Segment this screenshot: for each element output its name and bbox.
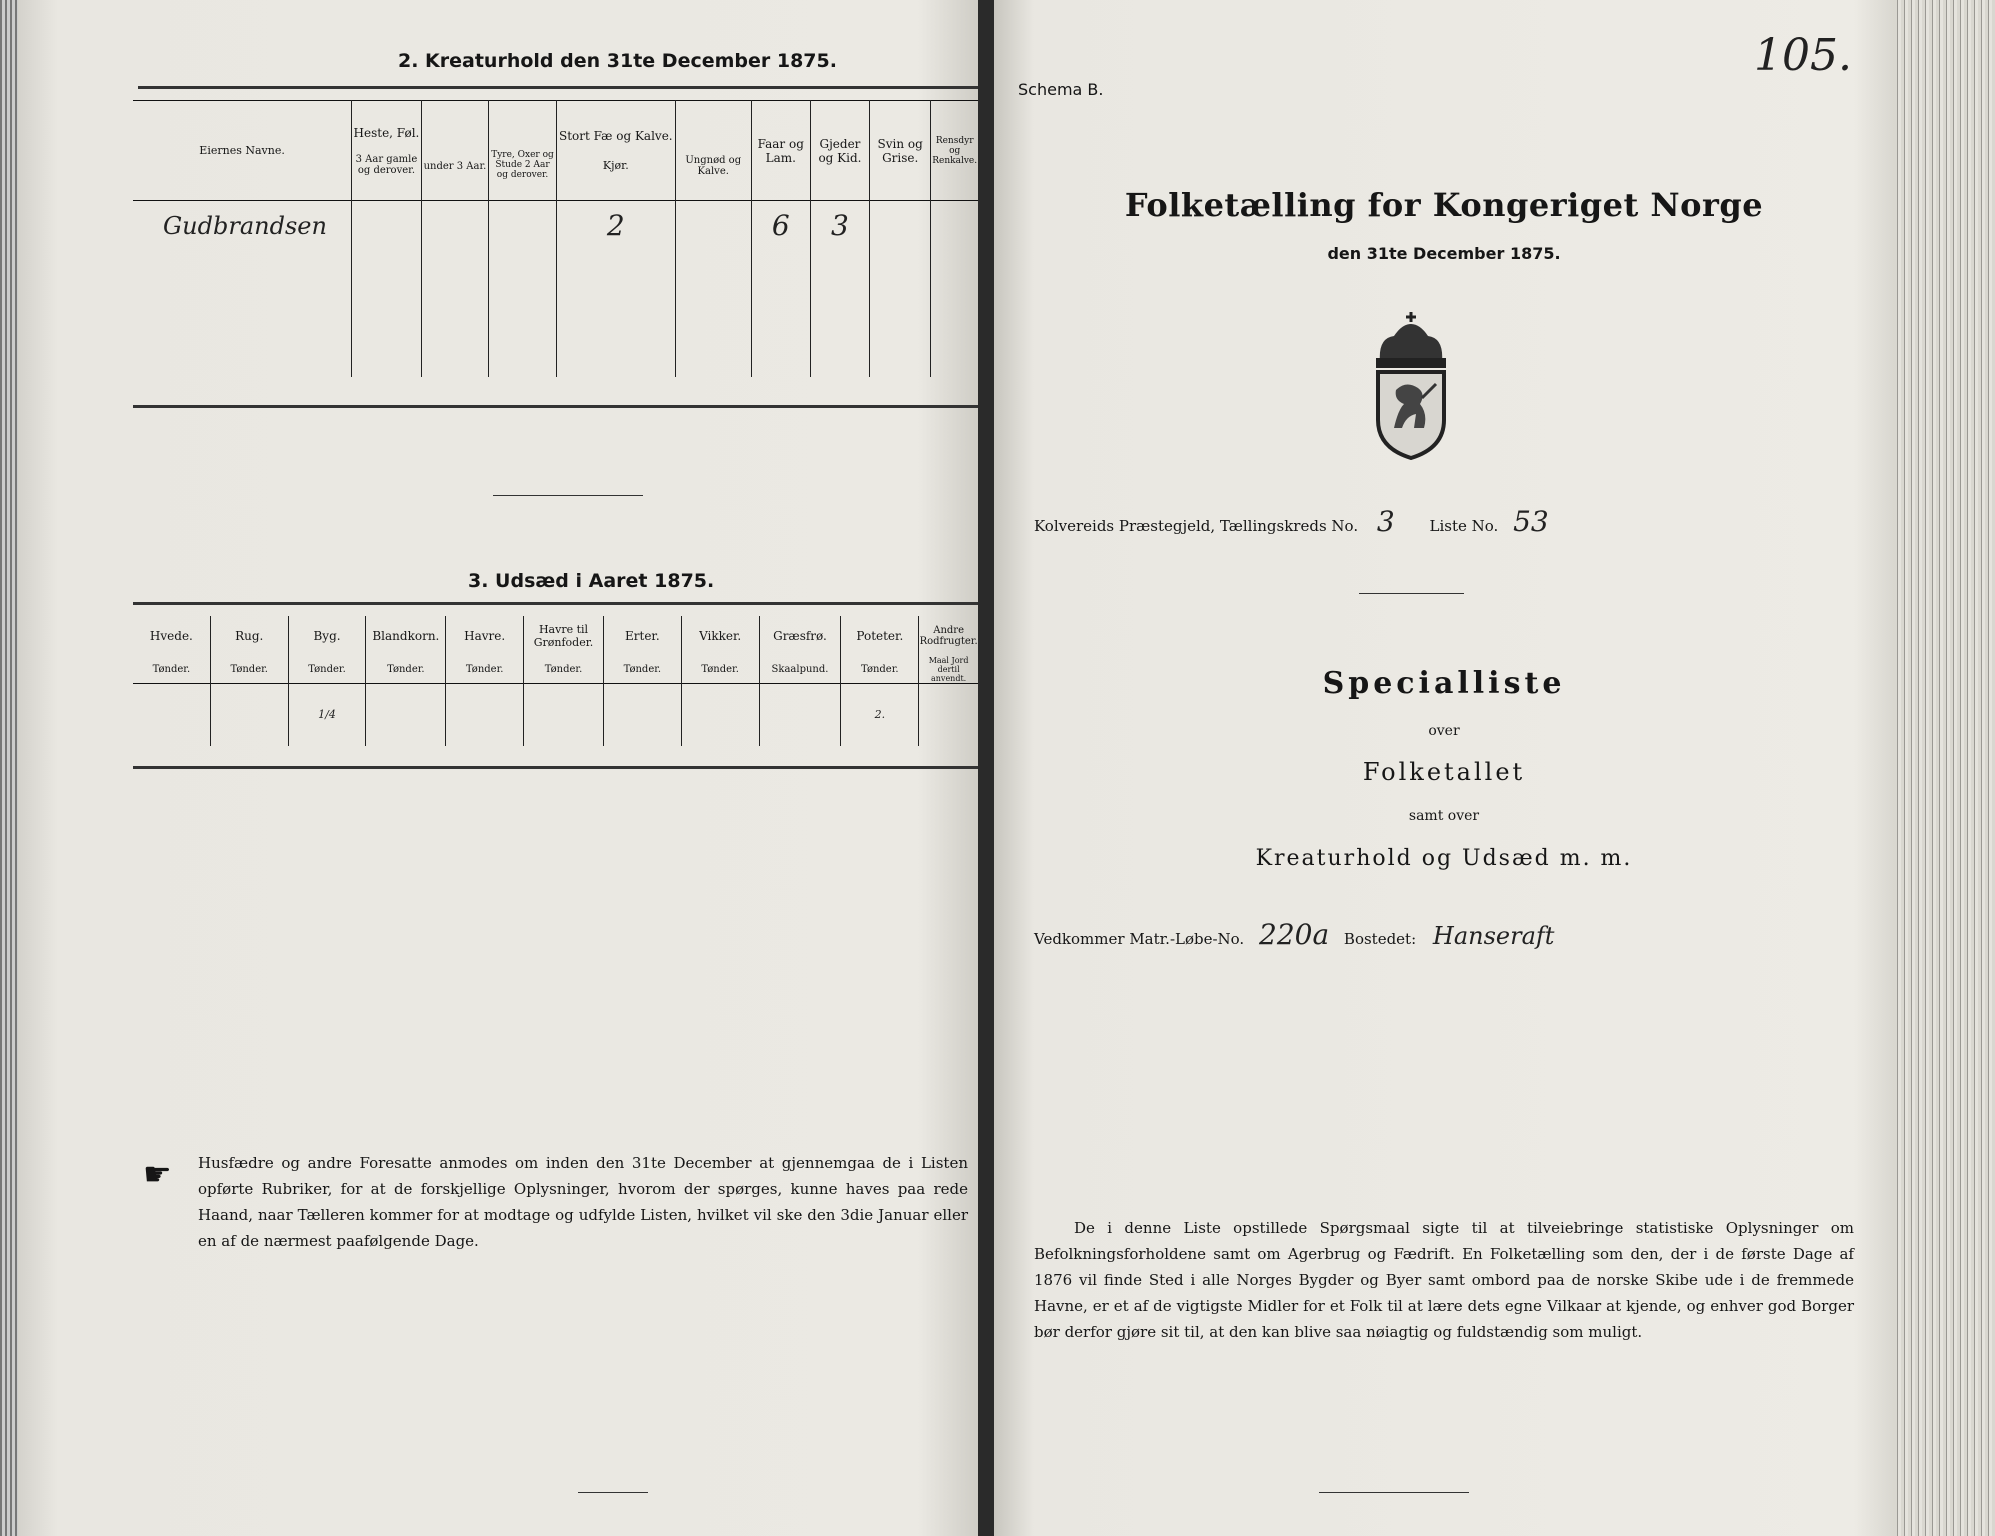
owner-cell: [133, 201, 352, 251]
seed-header: Havre til Grønfoder.: [524, 616, 604, 656]
seed-unit: Tønder.: [210, 656, 288, 684]
pigs-header: Svin og Grise.: [877, 136, 923, 165]
divider-short: [493, 495, 643, 496]
seed-header: Hvede.: [133, 616, 210, 656]
seed-unit: Tønder.: [841, 656, 919, 684]
book-gutter: [978, 0, 994, 1536]
cows-value: 2: [606, 209, 625, 243]
section2-bottom-rule: [133, 405, 978, 408]
seed-value: [366, 684, 446, 746]
residence-value: Hanseraft: [1432, 922, 1555, 950]
owner-name: Gudbrandsen: [163, 211, 327, 240]
sheep-value: 6: [771, 209, 790, 243]
page-number: 105.: [1754, 30, 1852, 81]
bulls-header: Tyre, Oxer og Stude 2 Aar og derover.: [491, 149, 554, 180]
seed-table: [133, 616, 978, 746]
col-horses-old: [352, 101, 422, 201]
reindeer-header: Rensdyr og Renkalve.: [932, 135, 978, 166]
seed-unit: Maal Jord dertil anvendt.: [919, 656, 978, 684]
col-sheep: [751, 101, 810, 201]
col-pigs: [870, 101, 931, 201]
section3-top-rule: [133, 602, 978, 605]
seed-value: [446, 684, 524, 746]
census-date: den 31te December 1875.: [1327, 244, 1561, 263]
parish-label: Kolvereids Præstegjeld, Tællingskreds No.: [1034, 517, 1359, 535]
seed-value: 1/4: [288, 684, 366, 746]
seed-unit: Skaalpund.: [759, 656, 841, 684]
col-owner: [133, 101, 352, 201]
pointing-hand-icon: ☛: [143, 1155, 172, 1193]
cell-pigs: [870, 201, 931, 251]
notice-text: Husfædre og andre Foresatte anmodes om inden den 31te December at gjennemgaa de i Listen opførte Rubriker, for at de forskjellige Oplysninger, hvorom der spørges, kunne haves paa rede Haand, naar Tælleren kommer for at modtage og udfylde Listen, hvilket vil ske den 3die Januar eller en af de nærmest paafølgende Dage.: [198, 1154, 968, 1250]
population-title: Folketallet: [1362, 758, 1526, 786]
over-text: over: [1428, 723, 1460, 739]
seed-value: 2.: [841, 684, 919, 746]
seed-unit: Tønder.: [366, 656, 446, 684]
seed-header: Erter.: [603, 616, 681, 656]
cell-cows: [556, 201, 675, 251]
seed-value: [603, 684, 681, 746]
empty-row: [133, 293, 978, 335]
livestock-table: [133, 100, 978, 377]
horses-old-header: 3 Aar gamle og derover.: [355, 153, 418, 176]
matr-number: 220a: [1259, 918, 1330, 951]
seed-value: [210, 684, 288, 746]
left-page: [18, 0, 978, 1536]
cell-horses-young: [421, 201, 489, 251]
section2-top-rule: [138, 86, 978, 89]
section2-title: 2. Kreaturhold den 31te December 1875.: [398, 50, 837, 72]
col-bulls: [489, 101, 557, 201]
list-label: Liste No.: [1429, 517, 1499, 535]
section3-bottom-rule: [133, 766, 978, 769]
also-over-text: samt over: [1408, 808, 1480, 824]
horses-young-header: under 3 Aar.: [423, 161, 487, 172]
seed-header: Havre.: [446, 616, 524, 656]
seed-unit: Tønder.: [524, 656, 604, 684]
cell-horses-old: [352, 201, 422, 251]
divider-right-1: [1359, 593, 1464, 594]
seed-value: [133, 684, 210, 746]
col-goats: [810, 101, 869, 201]
cattle-header: Stort Fæ og Kalve.: [558, 129, 673, 143]
col-horses-young: [421, 101, 489, 201]
seed-unit: Tønder.: [133, 656, 210, 684]
owner-header: Eiernes Navne.: [199, 144, 285, 157]
calves-header: Ungnød og Kalve.: [685, 154, 742, 177]
empty-row: [133, 251, 978, 293]
divider-bottom: [578, 1492, 648, 1493]
seed-unit: Tønder.: [681, 656, 759, 684]
district-number: 3: [1376, 505, 1395, 538]
cell-reindeer: [931, 201, 978, 251]
matr-label: Vedkommer Matr.-Løbe-No.: [1034, 930, 1245, 948]
seed-value: [524, 684, 604, 746]
seed-value: [919, 684, 978, 746]
coat-of-arms-icon: [1366, 310, 1456, 460]
schema-label: Schema B.: [1018, 80, 1104, 99]
col-reindeer: [931, 101, 978, 201]
seed-header: Blandkorn.: [366, 616, 446, 656]
seed-header: Græsfrø.: [759, 616, 841, 656]
section3-title: 3. Udsæd i Aaret 1875.: [468, 570, 715, 592]
cell-bulls: [489, 201, 557, 251]
seed-unit: Tønder.: [288, 656, 366, 684]
livestock-title: Kreaturhold og Udsæd m. m.: [1255, 846, 1633, 871]
right-page: [994, 0, 1894, 1536]
seed-value: [681, 684, 759, 746]
residence-label: Bostedet:: [1343, 930, 1417, 948]
empty-row: [133, 335, 978, 377]
seed-header: Poteter.: [841, 616, 919, 656]
left-page-edges: [0, 0, 18, 1536]
col-cows: [556, 101, 675, 201]
cell-goats: [810, 201, 869, 251]
cell-sheep: [751, 201, 810, 251]
col-calves: [675, 101, 751, 201]
right-page-edges: [1894, 0, 1995, 1536]
cows-header: Kjør.: [602, 159, 629, 172]
seed-unit: Tønder.: [603, 656, 681, 684]
special-list-title: Specialliste: [1322, 666, 1566, 701]
main-title: Folketælling for Kongeriget Norge: [1124, 186, 1764, 224]
cell-calves: [675, 201, 751, 251]
seed-header: Andre Rodfrugter.: [919, 616, 978, 656]
goats-header: Gjeder og Kid.: [818, 136, 862, 165]
list-number: 53: [1513, 505, 1549, 538]
seed-value: [759, 684, 841, 746]
property-line: [1034, 918, 1554, 951]
horses-header: Heste, Føl.: [353, 125, 420, 140]
goats-value: 3: [831, 209, 849, 243]
seed-header: Rug.: [210, 616, 288, 656]
explanation-text: De i denne Liste opstillede Spørgsmaal sigte til at tilveiebringe statistiske Oplysninger om Befolkningsforholdene samt om Agerbrug og Fædrift. En Folketælling som den, der i de første Dage af 1876 vil finde Sted i alle Norges Bygder og Byer samt ombord paa de norske Skibe ude i de fremmede Havne, er et af de vigtigste Midler for et Folk til at lære dets egne Vilkaar at kjende, og enhver god Borger bør derfor gjøre sit til, at den kan blive saa nøiagtig og fuldstændig som muligt.: [1034, 1219, 1854, 1341]
divider-right-bottom: [1319, 1492, 1469, 1493]
seed-unit: Tønder.: [446, 656, 524, 684]
seed-header: Vikker.: [681, 616, 759, 656]
sheep-header: Faar og Lam.: [757, 136, 804, 165]
seed-header: Byg.: [288, 616, 366, 656]
district-line: [1034, 505, 1549, 538]
